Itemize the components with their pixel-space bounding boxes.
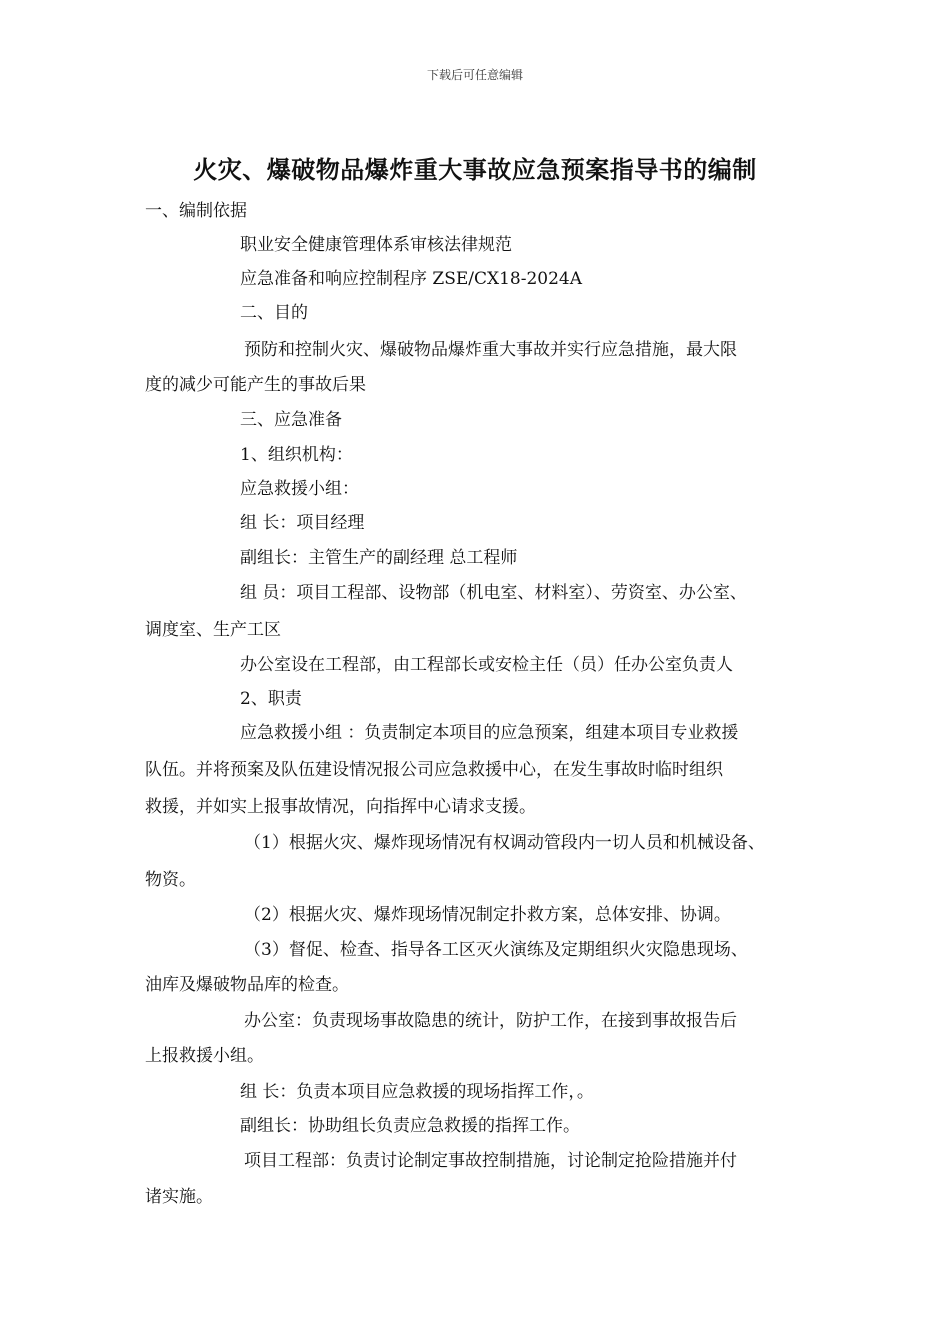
subsection-heading: 2、职责: [240, 689, 302, 709]
paragraph-line: 副组长：主管生产的副经理 总工程师: [240, 548, 518, 568]
paragraph-line: 度的减少可能产生的事故后果: [145, 375, 366, 395]
header-note: 下载后可任意编辑: [426, 68, 523, 82]
paragraph-line: 组 长：负责本项目应急救援的现场指挥工作，。: [240, 1082, 594, 1102]
section-heading: 二、目的: [240, 303, 308, 323]
paragraph-line: 油库及爆破物品库的检查。: [145, 975, 349, 995]
subsection-heading: 1、组织机构：: [240, 445, 353, 465]
paragraph-line: 副组长：协助组长负责应急救援的指挥工作。: [240, 1116, 580, 1136]
paragraph-line: 应急救援小组：: [240, 479, 359, 499]
paragraph-line: 办公室设在工程部，由工程部长或安检主任（员）任办公室负责人: [240, 655, 733, 675]
paragraph-line: 诸实施。: [145, 1187, 213, 1207]
paragraph-line: 物资。: [145, 870, 196, 890]
paragraph-line: 救援，并如实上报事故情况，向指挥中心请求支援。: [145, 797, 536, 817]
paragraph-line: 上报救援小组。: [145, 1046, 264, 1066]
paragraph-line: 组 长：项目经理: [240, 513, 365, 533]
document-title: 火灾、爆破物品爆炸重大事故应急预案指导书的编制: [193, 156, 757, 184]
list-item: （3）督促、检查、指导各工区灭火演练及定期组织火灾隐患现场、: [244, 940, 748, 960]
list-item: （2）根据火灾、爆炸现场情况制定扑救方案，总体安排、协调。: [244, 905, 731, 925]
section-heading: 三、应急准备: [240, 410, 342, 430]
paragraph-line: 预防和控制火灾、爆破物品爆炸重大事故并实行应急措施，最大限: [244, 340, 737, 360]
paragraph-line: 组 员：项目工程部、设物部（机电室、材料室）、劳资室、办公室、: [240, 583, 747, 603]
paragraph-line: 队伍。并将预案及队伍建设情况报公司应急救援中心，在发生事故时临时组织: [145, 760, 723, 780]
paragraph-line: 职业安全健康管理体系审核法律规范: [240, 235, 512, 255]
paragraph-line: 办公室：负责现场事故隐患的统计，防护工作，在接到事故报告后: [244, 1011, 737, 1031]
paragraph-line: 项目工程部：负责讨论制定事故控制措施，讨论制定抢险措施并付: [244, 1151, 737, 1171]
list-item: （1）根据火灾、爆炸现场情况有权调动管段内一切人员和机械设备、: [244, 833, 765, 853]
paragraph-line: 应急救援小组 ：负责制定本项目的应急预案，组建本项目专业救援: [240, 723, 739, 743]
section-heading: 一、编制依据: [145, 201, 247, 221]
paragraph-line: 应急准备和响应控制程序 ZSE/CX18-2024A: [240, 269, 583, 289]
paragraph-line: 调度室、生产工区: [145, 620, 281, 640]
